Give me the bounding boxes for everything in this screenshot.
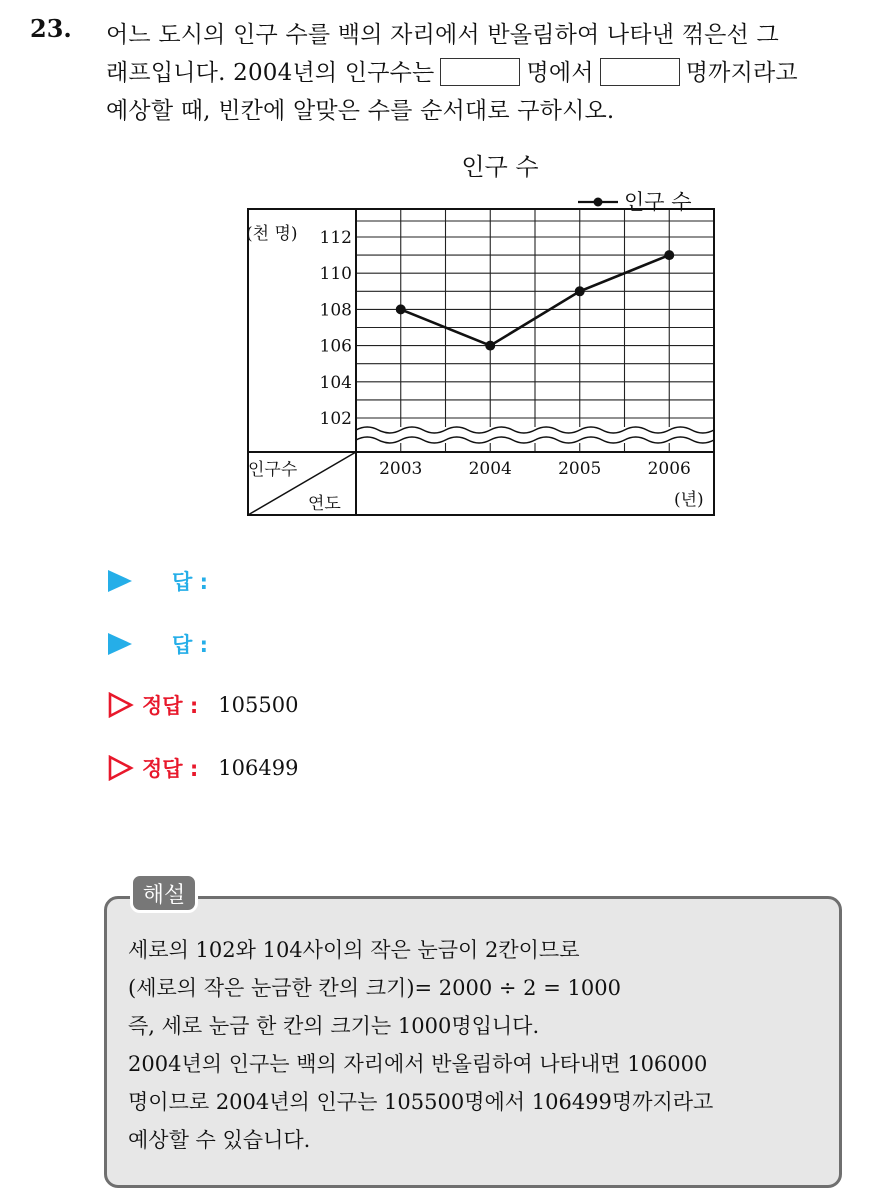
correct-answer-value: 105500 <box>218 693 299 717</box>
question-number: 23. <box>30 14 72 43</box>
corner-label-bottom: 연도 <box>308 494 341 514</box>
correct-answer-value: 106499 <box>218 756 299 780</box>
y-unit-label: (천 명) <box>246 224 298 244</box>
x-tick-label: 2004 <box>468 459 512 479</box>
chart-title: 인구 수 <box>461 153 539 181</box>
data-point <box>396 304 406 314</box>
explanation-line-4: 2004년의 인구는 백의 자리에서 반올림하여 나타내면 106000 <box>128 1052 708 1076</box>
correct-answer-label: 정답 : <box>142 694 199 718</box>
answer-row-2[interactable] <box>108 629 208 659</box>
triangle-icon <box>108 570 132 592</box>
answer-label: 답 : <box>172 633 208 657</box>
explanation-line-1: 세로의 102와 104사이의 작은 눈금이 2칸이므로 <box>128 938 580 962</box>
explanation-line-3: 즉, 세로 눈금 한 칸의 크기는 1000명입니다. <box>128 1014 540 1038</box>
y-tick-label: 112 <box>319 228 352 248</box>
legend-marker <box>594 198 603 207</box>
x-tick-label: 2003 <box>379 459 423 479</box>
triangle-icon <box>108 633 132 655</box>
data-point <box>485 341 495 351</box>
axis-break-wave <box>356 427 714 443</box>
question-line-1: 어느 도시의 인구 수를 백의 자리에서 반올림하여 나타낸 꺾은선 그 <box>106 22 779 48</box>
question-line-3: 예상할 때, 빈칸에 알맞은 수를 순서대로 구하시오. <box>106 98 615 124</box>
y-tick-labels <box>320 228 352 429</box>
population-line-chart <box>240 145 730 525</box>
explanation-badge: 해설 <box>130 873 198 913</box>
question-line-2-b: 명에서 <box>526 60 594 86</box>
explanation-line-5: 명이므로 2004년의 인구는 105500명에서 106499명까지라고 <box>128 1090 714 1114</box>
triangle-outline-icon <box>108 692 134 718</box>
y-tick-label: 102 <box>319 409 352 429</box>
data-point <box>664 250 674 260</box>
chart-legend <box>578 190 692 214</box>
correct-answer-row-2 <box>108 753 298 783</box>
answer-row-1[interactable] <box>108 566 208 596</box>
x-tick-label: 2006 <box>647 459 691 479</box>
explanation-line-6: 예상할 수 있습니다. <box>128 1128 311 1152</box>
chart-svg <box>240 145 730 525</box>
answer-blank-1[interactable] <box>440 58 520 86</box>
data-point <box>575 286 585 296</box>
correct-answer-row-1 <box>108 690 298 720</box>
y-tick-label: 104 <box>319 372 352 393</box>
answer-blank-2[interactable] <box>600 58 680 86</box>
answer-label: 답 : <box>172 570 208 594</box>
question-line-2 <box>106 54 798 87</box>
question-line-2-c: 명까지라고 <box>685 60 798 86</box>
correct-answer-label: 정답 : <box>142 757 199 781</box>
chart-grid <box>356 209 714 452</box>
explanation-line-2: (세로의 작은 눈금한 칸의 크기)= 2000 ÷ 2 = 1000 <box>128 976 621 1000</box>
y-tick-label: 108 <box>319 300 352 321</box>
triangle-outline-icon <box>108 755 134 781</box>
y-tick-label: 110 <box>319 264 352 285</box>
x-tick-label: 2005 <box>558 459 602 479</box>
x-tick-labels <box>379 459 691 479</box>
legend-label: 인구 수 <box>624 190 692 214</box>
x-unit-label: (년) <box>674 490 704 510</box>
corner-label-top: 인구수 <box>248 460 298 480</box>
y-tick-label: 106 <box>319 336 352 357</box>
question-line-2-a: 래프입니다. 2004년의 인구수는 <box>106 60 435 86</box>
